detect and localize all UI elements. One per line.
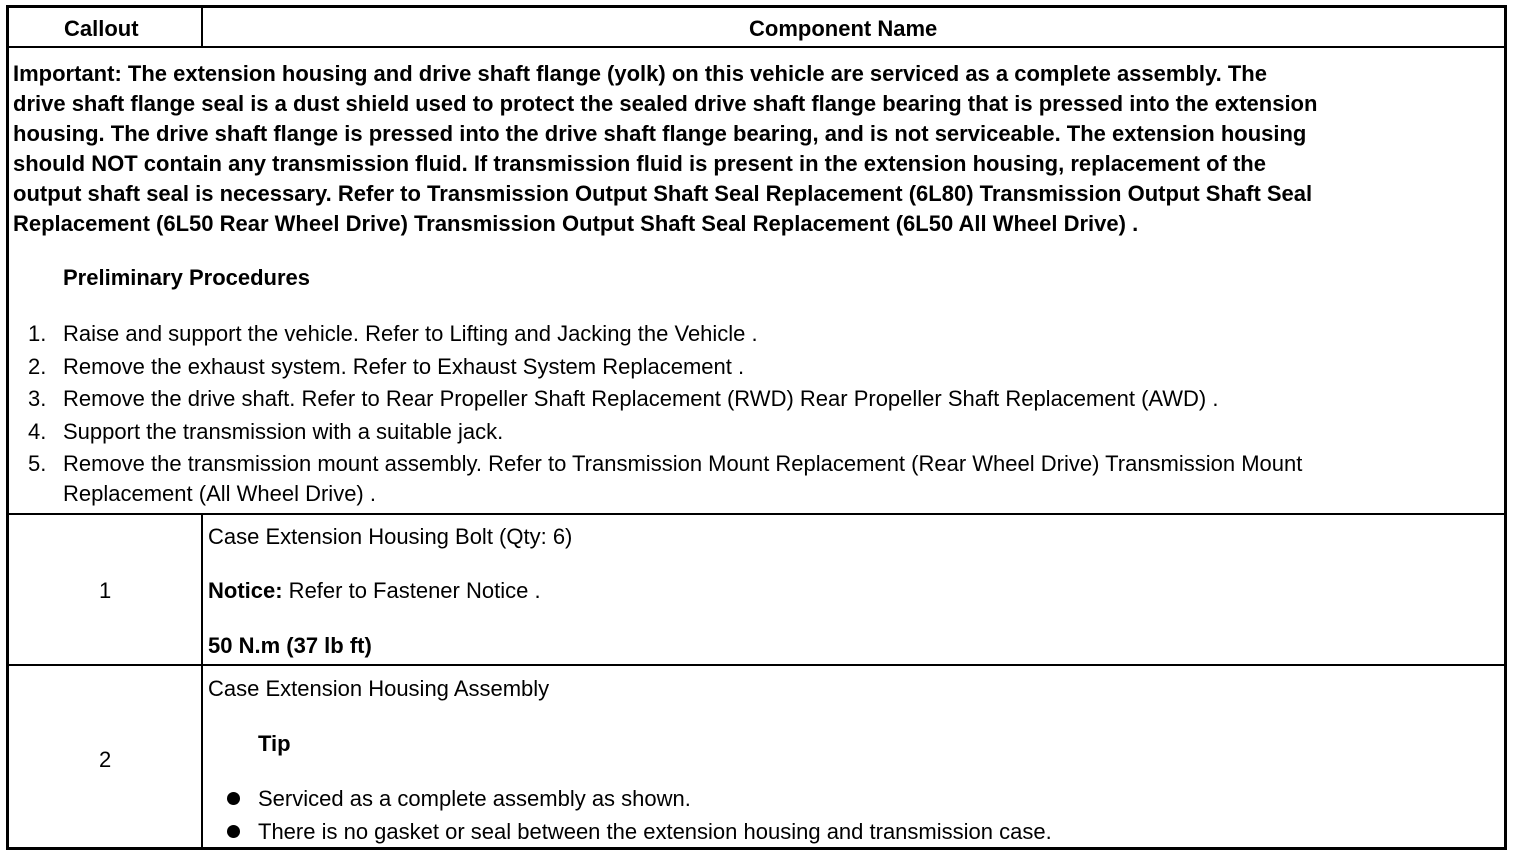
notice (208, 576, 541, 606)
component-table (6, 5, 1507, 850)
header-divider (201, 8, 203, 48)
step-number: 4. (28, 419, 47, 444)
important-line: Important: The extension housing and drive shaft flange (yolk) on this vehicle are serviced as a complete assembly. The (13, 61, 1267, 86)
step-text: Remove the transmission mount assembly. Refer to Transmission Mount Replacement (Rear Wheel Drive) Transmission Mount (63, 451, 1303, 476)
torque-spec: 50 N.m (37 lb ft) (208, 633, 372, 658)
header-callout: Callout (64, 16, 139, 41)
header-separator (9, 46, 1504, 48)
bullet-icon (227, 825, 240, 838)
important-line: housing. The drive shaft flange is pressed into the drive shaft flange bearing, and is not serviceable. The extension housing (13, 121, 1307, 146)
notice-text: Refer to Fastener Notice . (282, 578, 541, 603)
component-name: Case Extension Housing Assembly (208, 676, 550, 701)
step-number: 5. (28, 451, 47, 476)
step-text: Raise and support the vehicle. Refer to Lifting and Jacking the Vehicle . (63, 321, 758, 346)
component-name: Case Extension Housing Bolt (Qty: 6) (208, 524, 573, 549)
tip-item: Serviced as a complete assembly as shown. (258, 786, 691, 811)
preliminary-title: Preliminary Procedures (63, 265, 311, 290)
step-number: 2. (28, 354, 47, 379)
callout-number: 1 (99, 578, 112, 603)
step-number: 1. (28, 321, 47, 346)
row-divider (201, 513, 203, 665)
row-separator (9, 513, 1504, 515)
row-divider (201, 664, 203, 850)
tip-title: Tip (258, 731, 291, 756)
important-line: Replacement (6L50 Rear Wheel Drive) Transmission Output Shaft Seal Replacement (6L50 All Wheel Drive) . (13, 211, 1139, 236)
bullet-icon (227, 792, 240, 805)
tip-item: There is no gasket or seal between the extension housing and transmission case. (258, 819, 1052, 844)
row-separator (9, 664, 1504, 666)
step-number: 3. (28, 386, 47, 411)
important-notice (13, 59, 1503, 239)
step-text: Remove the exhaust system. Refer to Exhaust System Replacement . (63, 354, 745, 379)
important-line: drive shaft flange seal is a dust shield used to protect the sealed drive shaft flange bearing that is pressed into the extension (13, 91, 1318, 116)
step-text: Support the transmission with a suitable jack. (63, 419, 504, 444)
important-line: should NOT contain any transmission fluid. If transmission fluid is present in the extension housing, replacement of the (13, 151, 1266, 176)
notice-label: Notice: (208, 578, 283, 603)
important-line: output shaft seal is necessary. Refer to Transmission Output Shaft Seal Replacement (6L80) Transmission Output Shaft Seal (13, 181, 1313, 206)
header-component-name: Component Name (749, 16, 938, 41)
step-text: Replacement (All Wheel Drive) . (63, 481, 376, 506)
callout-number: 2 (99, 747, 112, 772)
step-text: Remove the drive shaft. Refer to Rear Propeller Shaft Replacement (RWD) Rear Propeller Shaft Replacement (AWD) . (63, 386, 1219, 411)
